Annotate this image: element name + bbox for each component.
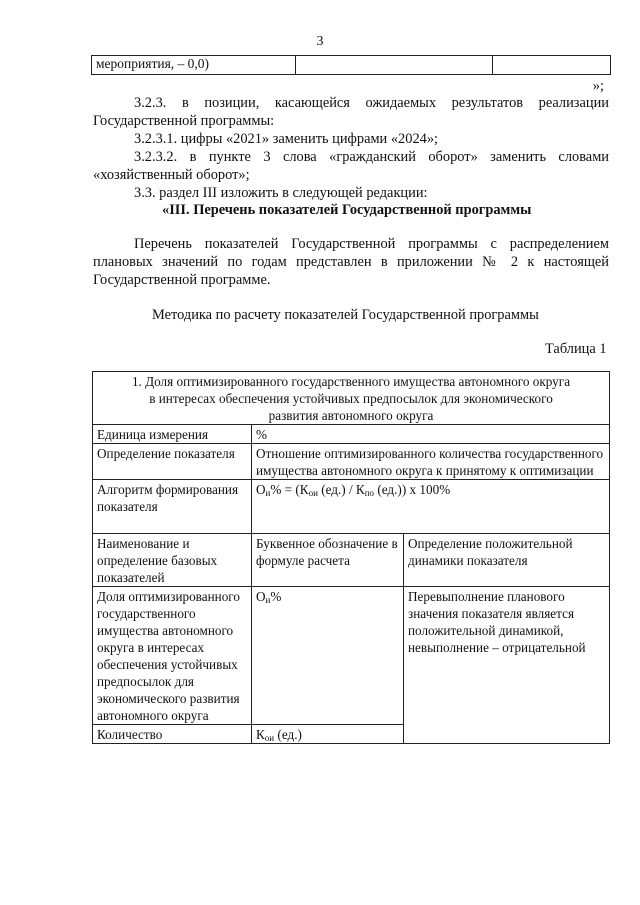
algorithm-label: Алгоритм формирования показателя — [93, 480, 252, 534]
empty-cell — [296, 56, 493, 75]
row-share-symbol: $О_и\%$ — [252, 587, 404, 725]
empty-cell — [493, 56, 611, 75]
row-share-name: Доля оптимизированного государственного имущества автономного округа в интересах обеспечения устойчивых предпосылок для экономического развития автономного округа — [93, 587, 252, 725]
paragraph-line: Государственной программы: — [93, 113, 275, 129]
definition-value: Отношение оптимизированного количества государственного имущества автономного округа к принятому к оптимизации — [252, 444, 610, 480]
table-header — [93, 372, 610, 425]
closing-quote: »; — [592, 78, 604, 94]
column-header-symbol: Буквенное обозначение в формуле расчета — [252, 534, 404, 587]
row-count-symbol: $К_{ои}$ (ед.) — [252, 725, 404, 744]
unit-label: Единица измерения — [93, 425, 252, 444]
column-header-name: Наименование и определение базовых показателей — [93, 534, 252, 587]
page-number: 3 — [316, 34, 324, 49]
continuation-table — [91, 55, 611, 75]
header-line: развития автономного округа — [268, 408, 434, 423]
paragraph-line: 3.3. раздел III изложить в следующей редакции: — [134, 185, 428, 201]
indicator-table — [92, 371, 610, 744]
paragraph-line: 3.2.3. в позиции, касающейся ожидаемых результатов реализации — [134, 95, 609, 111]
section-title: «III. Перечень показателей Государственной программы — [162, 202, 532, 218]
paragraph-line: 3.2.3.1. цифры «2021» заменить цифрами «2024»; — [134, 131, 439, 147]
row-count-name: Количество — [93, 725, 252, 744]
paragraph-line: Государственной программе. — [93, 272, 271, 288]
row-share-dynamics: Перевыполнение планового значения показателя является положительной динамикой, невыполнение – отрицательной — [404, 587, 610, 744]
methodology-title: Методика по расчету показателей Государственной программы — [152, 307, 539, 323]
header-line: 1. Доля оптимизированного государственного имущества автономного округа — [131, 374, 571, 389]
column-header-dynamics: Определение положительной динамики показателя — [404, 534, 610, 587]
header-line: в интересах обеспечения устойчивых предпосылок для экономического — [149, 391, 553, 406]
paragraph-line: плановых значений по годам представлен в приложении № 2 к настоящей — [93, 254, 609, 270]
paragraph-line: «хозяйственный оборот»; — [93, 167, 250, 183]
page-bottom-margin — [0, 832, 640, 905]
unit-value: % — [252, 425, 610, 444]
paragraph-line: Перечень показателей Государственной программы с распределением — [134, 236, 609, 252]
definition-label: Определение показателя — [93, 444, 252, 480]
paragraph-line: 3.2.3.2. в пункте 3 слова «гражданский оборот» заменить словами — [134, 149, 609, 165]
algorithm-formula: $О_и\% = (К_{ои}$ $(ед.) / К_{по}$ (ед.)) х 100% — [252, 480, 610, 534]
table-label: Таблица 1 — [545, 341, 607, 357]
continuation-cell: мероприятия, – 0,0) — [92, 56, 296, 75]
